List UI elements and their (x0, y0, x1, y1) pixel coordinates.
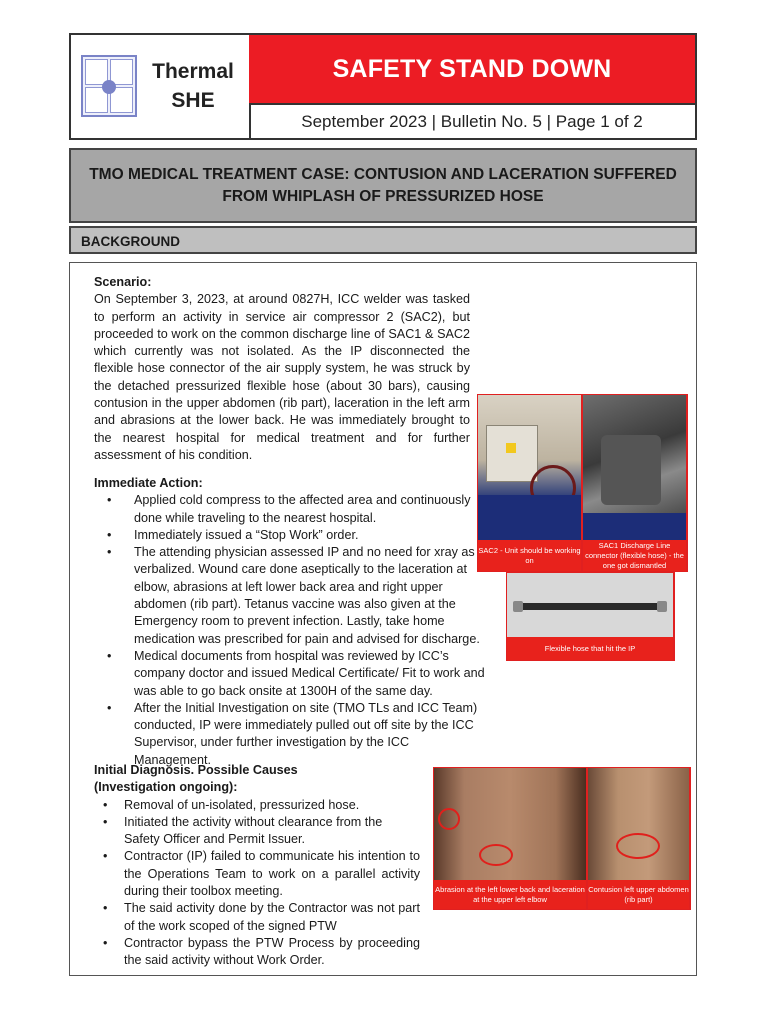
hose-caption: Flexible hose that hit the IP (507, 637, 673, 660)
list-item: • Immediately issued a “Stop Work” order. (94, 527, 489, 544)
bulletin-header (69, 33, 697, 140)
abrasion-photo-panel (433, 767, 588, 910)
logo-cell (71, 35, 251, 138)
list-item: • Removal of un-isolated, pressurized hose. (94, 797, 420, 814)
immediate-action-heading-text: Immediate Action: (94, 476, 203, 490)
sac2-caption: SAC2 - Unit should be working on (478, 540, 581, 571)
diagnosis-heading-line1: Initial Diagnosis. Possible Causes (94, 763, 298, 777)
list-item: • The said activity done by the Contractor was not part of the work scoped of the signed PTW (94, 900, 420, 935)
list-item: • Contractor bypass the PTW Process by proceeding the said activity without Work Order. (94, 935, 420, 970)
bulletin-subtitle: September 2023 | Bulletin No. 5 | Page 1 of 2 (301, 111, 643, 131)
list-item: • Applied cold compress to the affected area and continuously done while traveling to the nearest hospital. (94, 492, 489, 527)
list-item: • Initiated the activity without clearance from the Safety Officer and Permit Issuer. (94, 814, 420, 849)
abrasion-caption: Abrasion at the left lower back and laceration at the upper left elbow (434, 880, 586, 909)
sac1-photo-panel (582, 394, 688, 572)
list-item: • The attending physician assessed IP and no need for xray as verbalized. Wound care done aseptically to the laceration at elbow, abrasions at left lower back area and right upper abdomen (rib part). Tetanus vaccine was also given at the Emergency room to prevent infection. Lastly, take home medication was prescribed for pain and advised for discharge. (94, 544, 489, 648)
diagnosis-section (94, 762, 420, 970)
list-item: • Contractor (IP) failed to communicate his intention to the Operations Team to work on a parallel activity during their toolbox meeting. (94, 848, 420, 900)
scenario-heading: Scenario: (94, 275, 152, 289)
abrasion-photo (434, 768, 586, 880)
case-title: TMO MEDICAL TREATMENT CASE: CONTUSION AND LACERATION SUFFERED FROM WHIPLASH OF PRESSURIZED HOSE (69, 148, 697, 223)
logo-line1: Thermal (152, 60, 234, 83)
sac2-photo (478, 395, 581, 540)
list-item: • Medical documents from hospital was reviewed by ICC’s company doctor and issued Medical Certificate/ Fit to work and was able to go back onsite at 1300H of the same day. (94, 648, 489, 700)
bulletin-title: SAFETY STAND DOWN (249, 35, 695, 105)
hose-photo (507, 573, 673, 637)
sac1-photo (583, 395, 686, 540)
logo-text (143, 57, 243, 115)
thermal-she-logo (81, 55, 137, 117)
scenario-section (94, 274, 470, 464)
contusion-photo (588, 768, 689, 880)
diagnosis-heading-line2: (Investigation ongoing): (94, 780, 238, 795)
list-item: • After the Initial Investigation on site (TMO TLs and ICC Team) conducted, IP were immediately pulled out off site by the ICC Supervisor, under further investigation by the ICC Management. (94, 700, 489, 769)
immediate-action-section (94, 475, 489, 769)
logo-line2: SHE (171, 89, 215, 112)
diagnosis-list (94, 797, 420, 970)
contusion-photo-panel (587, 767, 691, 910)
sac2-photo-panel (477, 394, 583, 572)
hose-photo-panel (506, 572, 675, 661)
scenario-text: On September 3, 2023, at around 0827H, ICC welder was tasked to perform an activity in service air compressor 2 (SAC2), but proceeded to work on the common discharge line of SAC1 & SAC2 which currently was not isolated. As the IP disconnected the flexible hose connector of the air supply system, he was struck by the detached pressurized flexible hose (about 30 bars), causing contusion in the upper abdomen (rib part), laceration in the left arm and abrasions at the lower back. He was immediately brought to the nearest hospital for medical treatment and for further assessment of his condition. (94, 292, 470, 462)
immediate-action-heading (94, 475, 489, 492)
contusion-caption: Contusion left upper abdomen (rib part) (588, 880, 689, 909)
immediate-action-list (94, 492, 489, 769)
content-panel (69, 262, 697, 976)
sac1-caption: SAC1 Discharge Line connector (flexible hose) - the one got dismantled (583, 540, 686, 571)
section-label: BACKGROUND (69, 226, 697, 254)
